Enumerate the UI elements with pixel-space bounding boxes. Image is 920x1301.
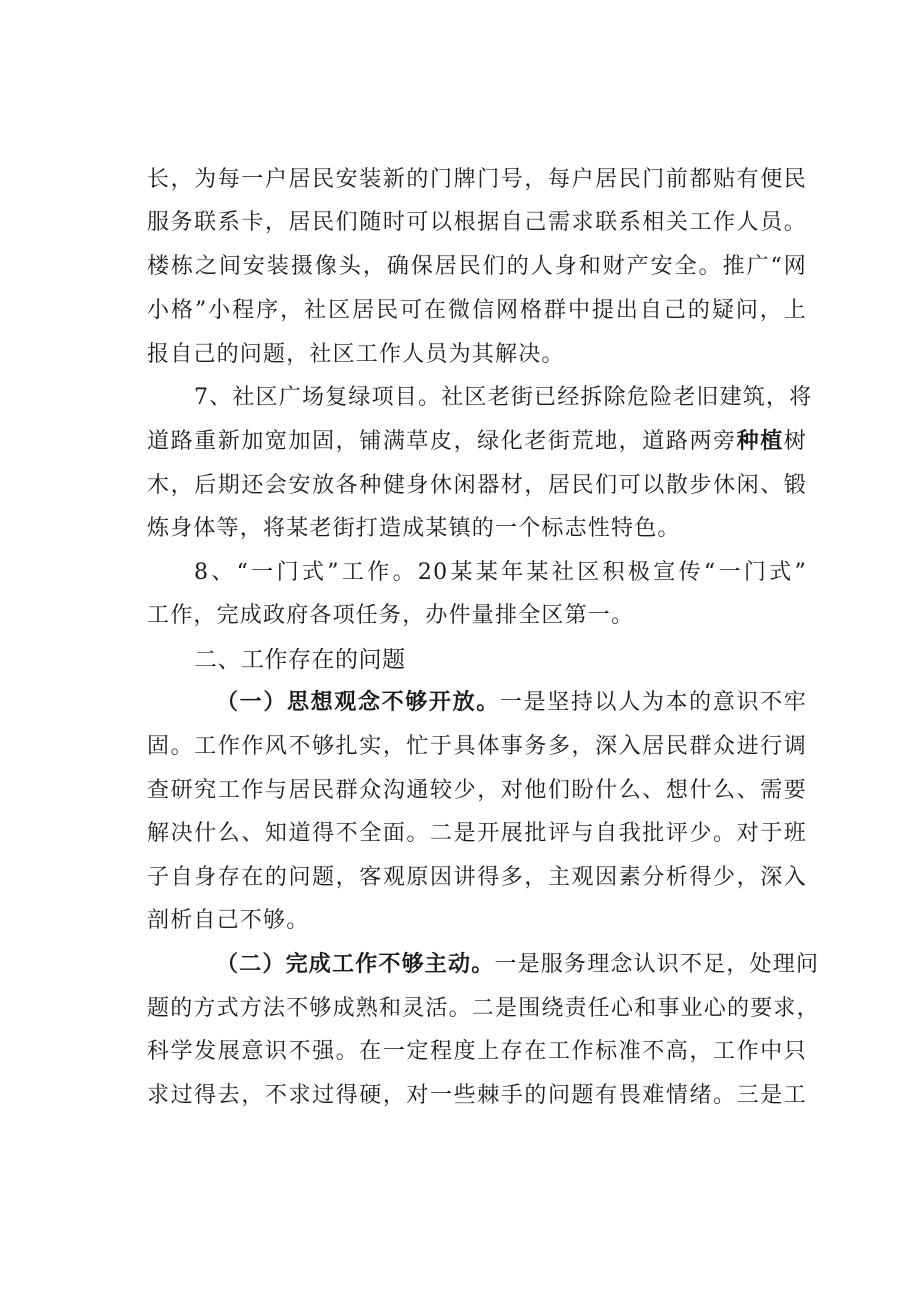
text-line: 服务联系卡，居民们随时可以根据自己需求联系相关工作人员。 xyxy=(147,210,807,235)
text-line: 解决什么、知道得不全面。二是开展批评与自我批评少。对于班 xyxy=(147,821,807,846)
text-line xyxy=(147,422,807,462)
paragraph-7-start: 7、社区广场复绿项目。社区老街已经拆除危险老旧建筑，将 xyxy=(194,385,813,410)
text-line: 剖析自己不够。 xyxy=(147,908,310,933)
text-line: 科学发展意识不强。在一定程度上存在工作标准不高，工作中只 xyxy=(147,1039,807,1064)
subsection-title: （一）思想观念不够开放。 xyxy=(216,690,500,715)
text-line: 题的方式方法不够成熟和灵活。二是围绕责任心和事业心的要求， xyxy=(147,996,820,1021)
text-line: 小格”小程序，社区居民可在微信网格群中提出自己的疑问，上 xyxy=(147,298,807,323)
text-segment: 道路重新加宽加固，铺满草皮，绿化老街荒地，道路两旁 xyxy=(147,429,737,454)
text-line: 查研究工作与居民群众沟通较少，对他们盼什么、想什么、需要 xyxy=(147,778,807,803)
text-line: 楼栋之间安装摄像头，确保居民们的人身和财产安全。推广“网 xyxy=(147,254,807,279)
section-heading: 二、工作存在的问题 xyxy=(194,647,406,673)
text-line: 固。工作作风不够扎实，忙于具体事务多，深入居民群众进行调 xyxy=(147,734,807,759)
text-segment: 一是坚持以人为本的意识不牢 xyxy=(499,690,807,715)
subsection-2-start xyxy=(216,945,820,985)
subsection-title: （二）完成工作不够主动。 xyxy=(216,952,495,977)
text-line: 炼身体等，将某老街打造成某镇的一个标志性特色。 xyxy=(147,516,681,541)
text-line: 木，后期还会安放各种健身休闲器材，居民们可以散步休闲、锻 xyxy=(147,473,807,498)
paragraph-8-start: 8、“一门式”工作。20某某年某社区积极宣传“一门式” xyxy=(194,560,807,585)
text-line: 求过得去，不求过得硬，对一些棘手的问题有畏难情绪。三是工 xyxy=(147,1083,807,1108)
text-line: 长，为每一户居民安装新的门牌门号，每户居民门前都贴有便民 xyxy=(147,167,807,192)
text-line: 报自己的问题，社区工作人员为其解决。 xyxy=(147,342,565,367)
subsection-1-start xyxy=(216,683,807,723)
text-segment: 一是服务理念认识不足，处理问 xyxy=(494,952,820,977)
bold-term: 种植 xyxy=(736,429,784,454)
text-segment: 树 xyxy=(783,429,807,454)
text-line: 子自身存在的问题，客观原因讲得多，主观因素分析得少，深入 xyxy=(147,865,807,890)
text-line: 工作，完成政府各项任务，办件量排全区第一。 xyxy=(147,603,635,628)
